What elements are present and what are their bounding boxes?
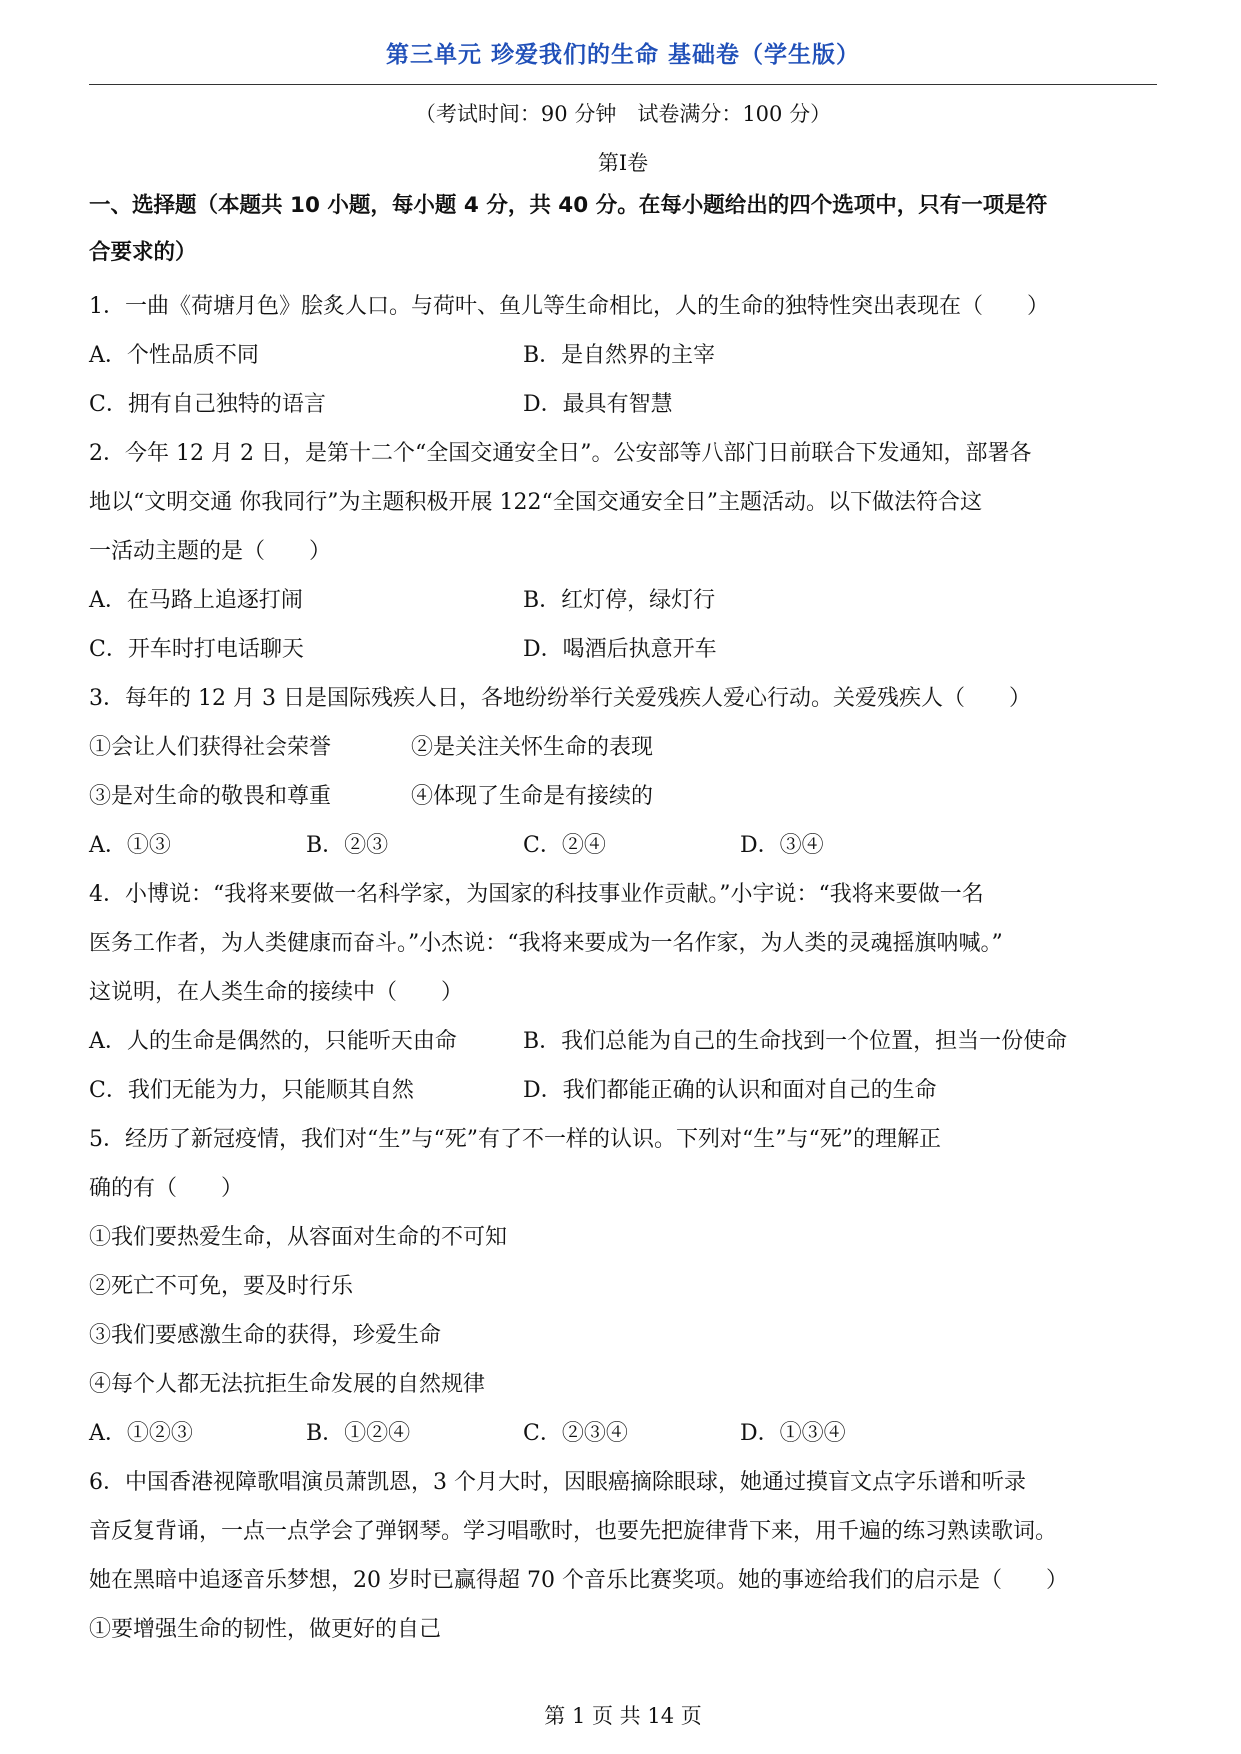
statement-2: ②死亡不可免，要及时行乐 <box>89 1274 354 1299</box>
statement-1: ①要增强生命的韧性，做更好的自己 <box>89 1617 442 1642</box>
question-stem: 4．小博说：“我将来要做一名科学家，为国家的科技事业作贡献。”小宇说：“我将来要做一名 <box>89 882 984 907</box>
option-row <box>89 625 1157 674</box>
option-c: C．②③④ <box>523 1421 628 1446</box>
question-stem: 确的有（ ） <box>89 1176 244 1201</box>
option-d: D．喝酒后执意开车 <box>523 637 717 662</box>
option-c: C．拥有自己独特的语言 <box>89 392 326 417</box>
statement-row <box>89 772 1157 821</box>
option-b: B．②③ <box>306 833 389 858</box>
question-stem: 1．一曲《荷塘月色》脍炙人口。与荷叶、鱼儿等生命相比，人的生命的独特性突出表现在（ ） <box>89 294 1050 319</box>
question-3 <box>89 674 1157 870</box>
option-row <box>89 576 1157 625</box>
question-stem: 6．中国香港视障歌唱演员萧凯恩，3 个月大时，因眼癌摘除眼球，她通过摸盲文点字乐谱和听录 <box>89 1470 1026 1495</box>
header-divider <box>89 84 1157 85</box>
section-heading <box>89 182 1157 276</box>
option-row <box>89 1066 1157 1115</box>
option-a: A．在马路上追逐打闹 <box>89 588 303 613</box>
option-a: A．人的生命是偶然的，只能听天由命 <box>89 1029 457 1054</box>
option-a: A．①②③ <box>89 1421 193 1446</box>
statement-4: ④体现了生命是有接续的 <box>411 784 654 809</box>
question-4 <box>89 870 1157 1115</box>
option-row <box>89 1409 1157 1458</box>
statement-4: ④每个人都无法抗拒生命发展的自然规律 <box>89 1372 486 1397</box>
section-heading-line: 一、选择题（本题共 10 小题，每小题 4 分，共 40 分。在每小题给出的四个选项中，只有一项是符 <box>89 193 1048 218</box>
option-c: C．开车时打电话聊天 <box>89 637 304 662</box>
statement-3: ③是对生命的敬畏和尊重 <box>89 784 332 809</box>
volume-label: 第I卷 <box>597 151 649 175</box>
question-1 <box>89 282 1157 429</box>
question-stem: 一活动主题的是（ ） <box>89 539 332 564</box>
page-footer: 第 1 页 共 14 页 <box>544 1704 702 1728</box>
option-d: D．我们都能正确的认识和面对自己的生命 <box>523 1078 937 1103</box>
question-2 <box>89 429 1157 674</box>
question-stem: 2．今年 12 月 2 日，是第十二个“全国交通安全日”。公安部等八部门日前联合下发通知，部署各 <box>89 441 1032 466</box>
option-b: B．①②④ <box>306 1421 411 1446</box>
section-heading-line: 合要求的） <box>89 240 197 265</box>
option-row <box>89 1017 1157 1066</box>
statement-row <box>89 723 1157 772</box>
page-header-title: 第三单元 珍爱我们的生命 基础卷（学生版） <box>385 42 860 68</box>
option-c: C．②④ <box>523 833 606 858</box>
option-b: B．是自然界的主宰 <box>523 343 716 368</box>
exam-info: （考试时间：90 分钟 试卷满分：100 分） <box>414 102 832 126</box>
option-row <box>89 380 1157 429</box>
option-d: D．①③④ <box>740 1421 846 1446</box>
option-d: D．最具有智慧 <box>523 392 673 417</box>
option-row <box>89 821 1157 870</box>
question-stem: 医务工作者，为人类健康而奋斗。”小杰说：“我将来要成为一名作家，为人类的灵魂摇旗呐喊。” <box>89 931 1003 956</box>
option-b: B．红灯停，绿灯行 <box>523 588 716 613</box>
option-d: D．③④ <box>740 833 824 858</box>
question-stem: 这说明，在人类生命的接续中（ ） <box>89 980 464 1005</box>
question-6 <box>89 1458 1157 1654</box>
question-5 <box>89 1115 1157 1458</box>
option-a: A．①③ <box>89 833 171 858</box>
statement-2: ②是关注关怀生命的表现 <box>411 735 654 760</box>
question-stem: 3．每年的 12 月 3 日是国际残疾人日，各地纷纷举行关爱残疾人爱心行动。关爱残疾人（ ） <box>89 686 1031 711</box>
statement-3: ③我们要感激生命的获得，珍爱生命 <box>89 1323 442 1348</box>
question-stem: 她在黑暗中追逐音乐梦想，20 岁时已赢得超 70 个音乐比赛奖项。她的事迹给我们的启示是（ ） <box>89 1568 1068 1593</box>
option-row <box>89 331 1157 380</box>
question-stem: 5．经历了新冠疫情，我们对“生”与“死”有了不一样的认识。下列对“生”与“死”的理解正 <box>89 1127 941 1152</box>
statement-1: ①我们要热爱生命，从容面对生命的不可知 <box>89 1225 508 1250</box>
question-stem: 音反复背诵，一点一点学会了弹钢琴。学习唱歌时，也要先把旋律背下来，用千遍的练习熟读歌词。 <box>89 1519 1058 1544</box>
option-b: B．我们总能为自己的生命找到一个位置，担当一份使命 <box>523 1029 1068 1054</box>
statement-1: ①会让人们获得社会荣誉 <box>89 735 332 760</box>
option-a: A．个性品质不同 <box>89 343 259 368</box>
question-content <box>89 182 1157 1654</box>
option-c: C．我们无能为力，只能顺其自然 <box>89 1078 414 1103</box>
question-stem: 地以“文明交通 你我同行”为主题积极开展 122“全国交通安全日”主题活动。以下做法符合这 <box>89 490 982 515</box>
